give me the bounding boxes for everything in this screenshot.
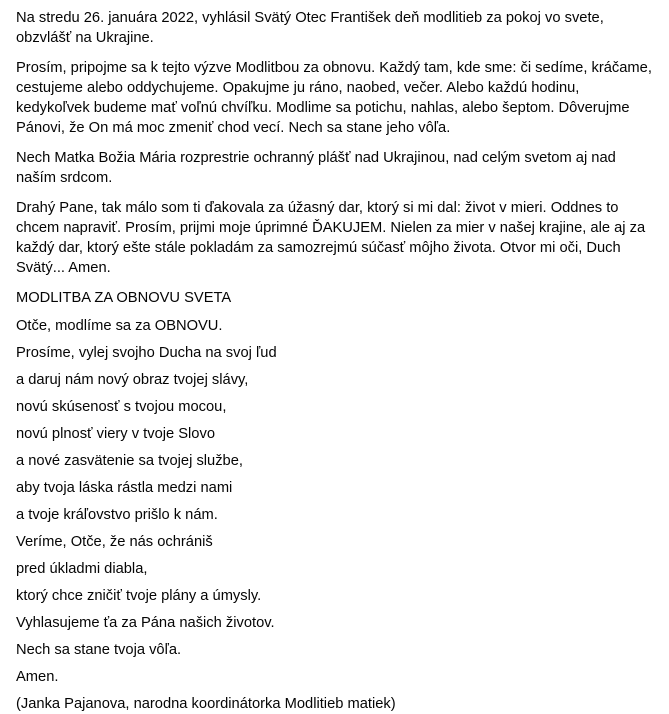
prayer-line: Veríme, Otče, že nás ochrániš bbox=[16, 534, 213, 550]
post-paragraph: Prosím, pripojme sa k tejto výzve Modlitbou za obnovu. Každý tam, kde sme: či sedíme, kráčame, cestujeme alebo oddychujeme. Opakujme ju ráno, naobed, večer. Alebo každú hodinu, kedykoľvek budeme mať voľnú chvíľku. Modlime sa potichu, nahlas, alebo šeptom. Dôverujme Pánovi, že On má moc zmeniť chod vecí. Nech sa stane jeho vôľa. bbox=[16, 60, 652, 136]
prayer-line: novú plnosť viery v tvoje Slovo bbox=[16, 426, 215, 442]
prayer-line: Vyhlasujeme ťa za Pána našich životov. bbox=[16, 615, 275, 631]
post-paragraph: Drahý Pane, tak málo som ti ďakovala za úžasný dar, ktorý si mi dal: život v mieri. Oddnes to chcem napraviť. Prosím, prijmi moje úprimné ĎAKUJEM. Nielen za mier v našej krajine, ale aj za každý dar, ktorý ešte stále pokladám za samozrejmú súčasť môjho života. Otvor mi oči, Duch Svätý... Amen. bbox=[16, 200, 646, 276]
prayer-line: ktorý chce zničiť tvoje plány a úmysly. bbox=[16, 588, 262, 604]
prayer-line: a tvoje kráľovstvo prišlo k nám. bbox=[16, 507, 218, 523]
author-credit: (Janka Pajanova, narodna koordinátorka Modlitieb matiek) bbox=[16, 696, 396, 712]
prayer-line: Otče, modlíme sa za OBNOVU. bbox=[16, 318, 223, 334]
prayer-line: a nové zasvätenie sa tvojej službe, bbox=[16, 453, 243, 469]
prayer-line: Prosíme, vylej svojho Ducha na svoj ľud bbox=[16, 345, 277, 361]
prayer-line: aby tvoja láska rástla medzi nami bbox=[16, 480, 233, 496]
post-paragraph: Nech Matka Božia Mária rozprestrie ochranný plášť nad Ukrajinou, nad celým svetom aj nad naším srdcom. bbox=[16, 150, 616, 186]
prayer-line: novú skúsenosť s tvojou mocou, bbox=[16, 399, 227, 415]
prayer-line: pred úkladmi diabla, bbox=[16, 561, 148, 577]
prayer-line: Amen. bbox=[16, 669, 59, 685]
post-paragraph: Na stredu 26. januára 2022, vyhlásil Svätý Otec František deň modlitieb za pokoj vo svete, obzvlášť na Ukrajine. bbox=[16, 10, 604, 46]
prayer-text bbox=[16, 316, 653, 714]
prayer-line: a daruj nám nový obraz tvojej slávy, bbox=[16, 372, 249, 388]
prayer-line: Nech sa stane tvoja vôľa. bbox=[16, 642, 182, 658]
prayer-title: MODLITBA ZA OBNOVU SVETA bbox=[16, 290, 232, 306]
